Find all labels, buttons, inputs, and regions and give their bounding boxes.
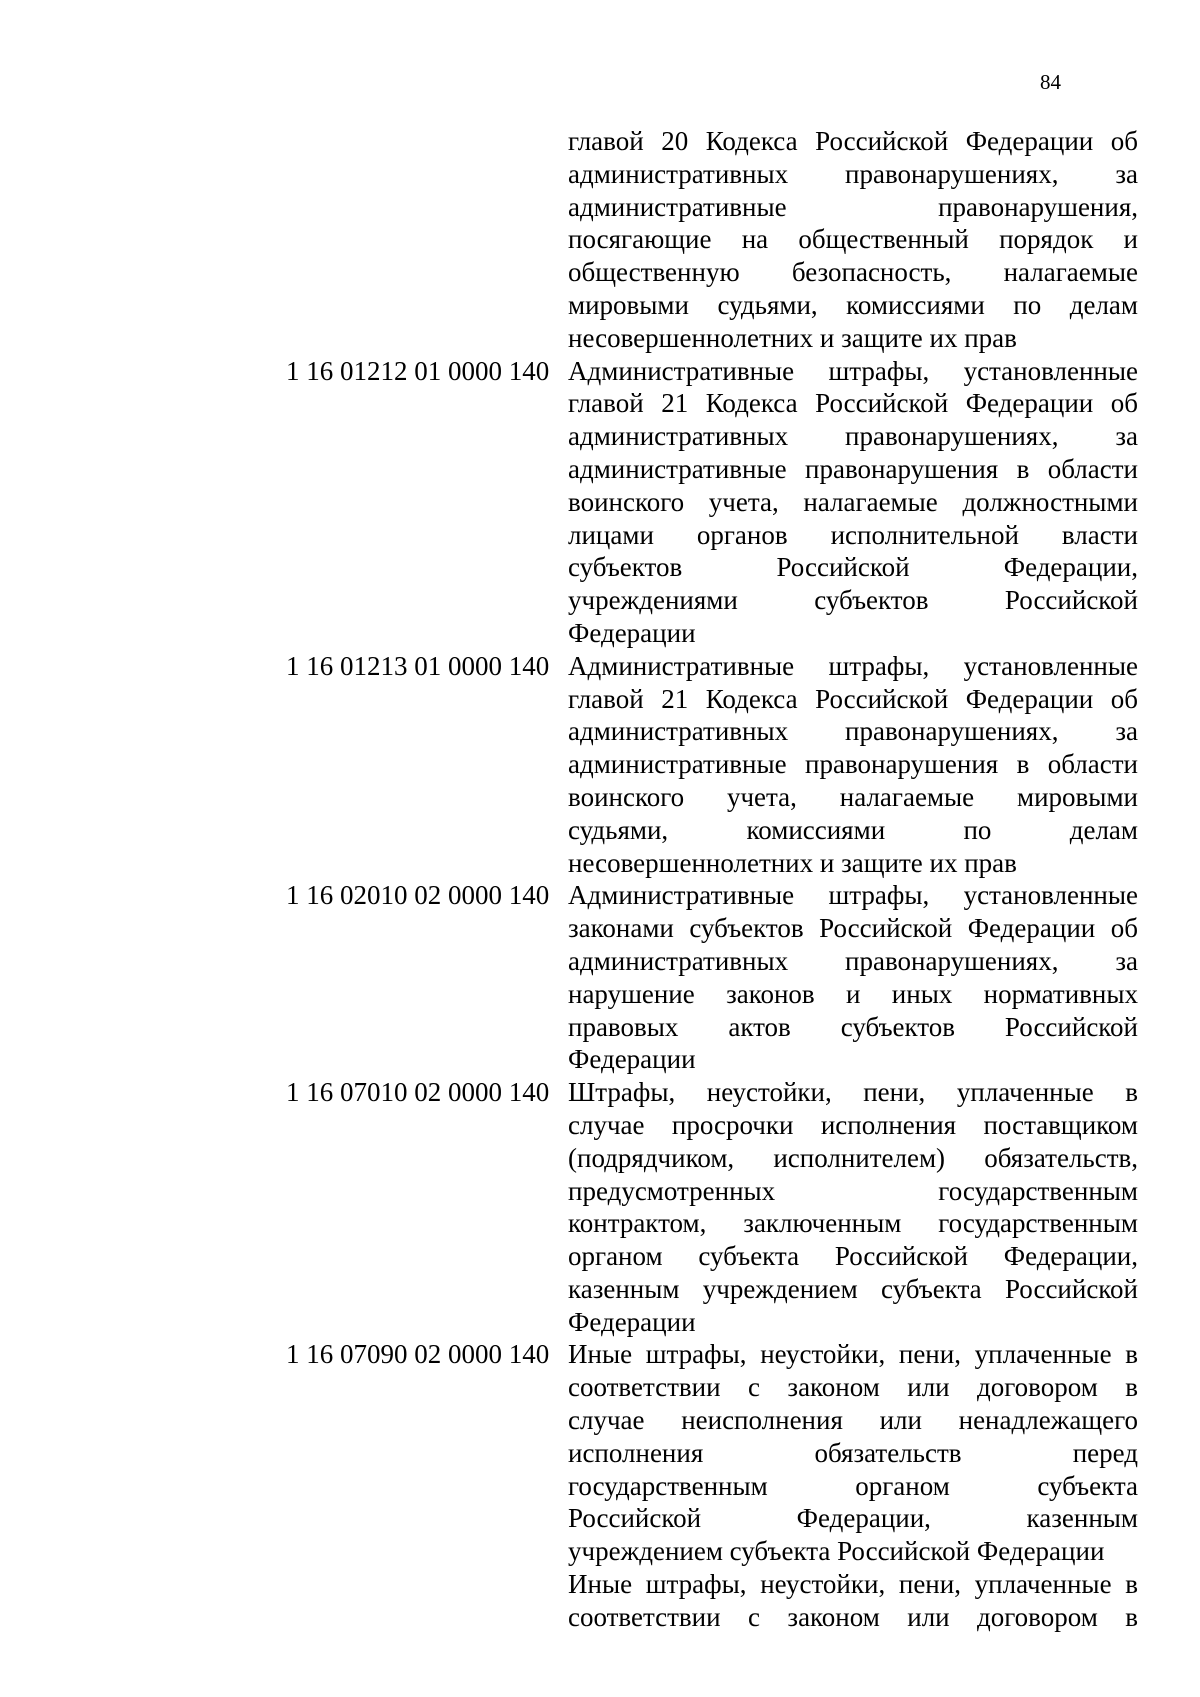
description-line: правовых актов субъектов Российской xyxy=(568,1011,1138,1042)
description-line: законами субъектов Российской Федерации об xyxy=(568,913,1138,944)
table-row xyxy=(286,1076,1142,1338)
row-description xyxy=(568,1076,1138,1338)
description-line: Административные штрафы, установленные xyxy=(568,650,1138,681)
row-description xyxy=(568,355,1138,650)
description-line: случае просрочки исполнения поставщиком xyxy=(568,1109,1138,1140)
description-line: Административные штрафы, установленные xyxy=(568,880,1138,911)
description-line: Штрафы, неустойки, пени, уплаченные в xyxy=(568,1077,1138,1108)
row-description xyxy=(568,125,1138,355)
description-line: учреждением субъекта Российской Федерации xyxy=(568,1536,1105,1567)
description-line: административные правонарушения в области xyxy=(568,749,1138,780)
description-line: административных правонарушениях, за xyxy=(568,945,1138,976)
description-line: административные правонарушения в области xyxy=(568,453,1138,484)
description-line: лицами органов исполнительной власти xyxy=(568,519,1138,550)
description-line: Федерации xyxy=(568,1044,696,1075)
row-description xyxy=(568,1338,1138,1633)
description-line: нарушение законов и иных нормативных xyxy=(568,978,1138,1009)
description-line: соответствии с законом или договором в xyxy=(568,1601,1138,1632)
row-code: 1 16 07090 02 0000 140 xyxy=(286,1339,550,1370)
row-description xyxy=(568,879,1138,1076)
row-code: 1 16 02010 02 0000 140 xyxy=(286,880,550,911)
row-code: 1 16 01212 01 0000 140 xyxy=(286,355,550,386)
description-line: главой 21 Кодекса Российской Федерации об xyxy=(568,683,1138,714)
description-line: главой 20 Кодекса Российской Федерации об xyxy=(568,126,1138,156)
description-line: государственным органом субъекта xyxy=(568,1470,1138,1501)
description-line: несовершеннолетних и защите их прав xyxy=(568,322,1017,353)
description-line: исполнения обязательств перед xyxy=(568,1437,1138,1468)
description-line: административных правонарушениях, за xyxy=(568,421,1138,452)
table-row xyxy=(286,125,1142,355)
page-number: 84 xyxy=(1040,70,1061,94)
description-line: случае неисполнения или ненадлежащего xyxy=(568,1405,1138,1436)
description-line: учреждениями субъектов Российской xyxy=(568,585,1138,616)
description-line: Российской Федерации, казенным xyxy=(568,1503,1138,1534)
description-line: судьями, комиссиями по делам xyxy=(568,814,1138,845)
description-line: Федерации xyxy=(568,1306,696,1337)
description-line: казенным учреждением субъекта Российской xyxy=(568,1273,1138,1304)
description-line: главой 21 Кодекса Российской Федерации об xyxy=(568,388,1138,419)
row-code: 1 16 01213 01 0000 140 xyxy=(286,650,550,681)
description-line: административных правонарушениях, за xyxy=(568,716,1138,747)
description-line: (подрядчиком, исполнителем) обязательств, xyxy=(568,1142,1138,1173)
table-row xyxy=(286,1338,1142,1633)
table-row xyxy=(286,879,1142,1076)
description-line: соответствии с законом или договором в xyxy=(568,1372,1138,1403)
description-line: воинского учета, налагаемые мировыми xyxy=(568,781,1138,812)
description-line: Иные штрафы, неустойки, пени, уплаченные в xyxy=(568,1569,1138,1600)
description-line: воинского учета, налагаемые должностными xyxy=(568,486,1138,517)
description-line: субъектов Российской Федерации, xyxy=(568,552,1138,583)
description-line: административные правонарушения, xyxy=(568,191,1138,222)
description-line: Иные штрафы, неустойки, пени, уплаченные в xyxy=(568,1339,1138,1370)
description-line: Федерации xyxy=(568,617,696,648)
description-line: Административные штрафы, установленные xyxy=(568,355,1138,386)
budget-classification-table xyxy=(286,125,1142,1634)
description-line: административных правонарушениях, за xyxy=(568,158,1138,189)
description-line: общественную безопасность, налагаемые xyxy=(568,257,1138,288)
table-row xyxy=(286,650,1142,880)
description-line: посягающие на общественный порядок и xyxy=(568,224,1138,255)
table-row xyxy=(286,355,1142,650)
row-description xyxy=(568,650,1138,880)
description-line: мировыми судьями, комиссиями по делам xyxy=(568,289,1138,320)
description-line: органом субъекта Российской Федерации, xyxy=(568,1241,1138,1272)
description-line: контрактом, заключенным государственным xyxy=(568,1208,1138,1239)
description-line: несовершеннолетних и защите их прав xyxy=(568,847,1017,878)
row-code: 1 16 07010 02 0000 140 xyxy=(286,1077,550,1108)
description-line: предусмотренных государственным xyxy=(568,1175,1138,1206)
